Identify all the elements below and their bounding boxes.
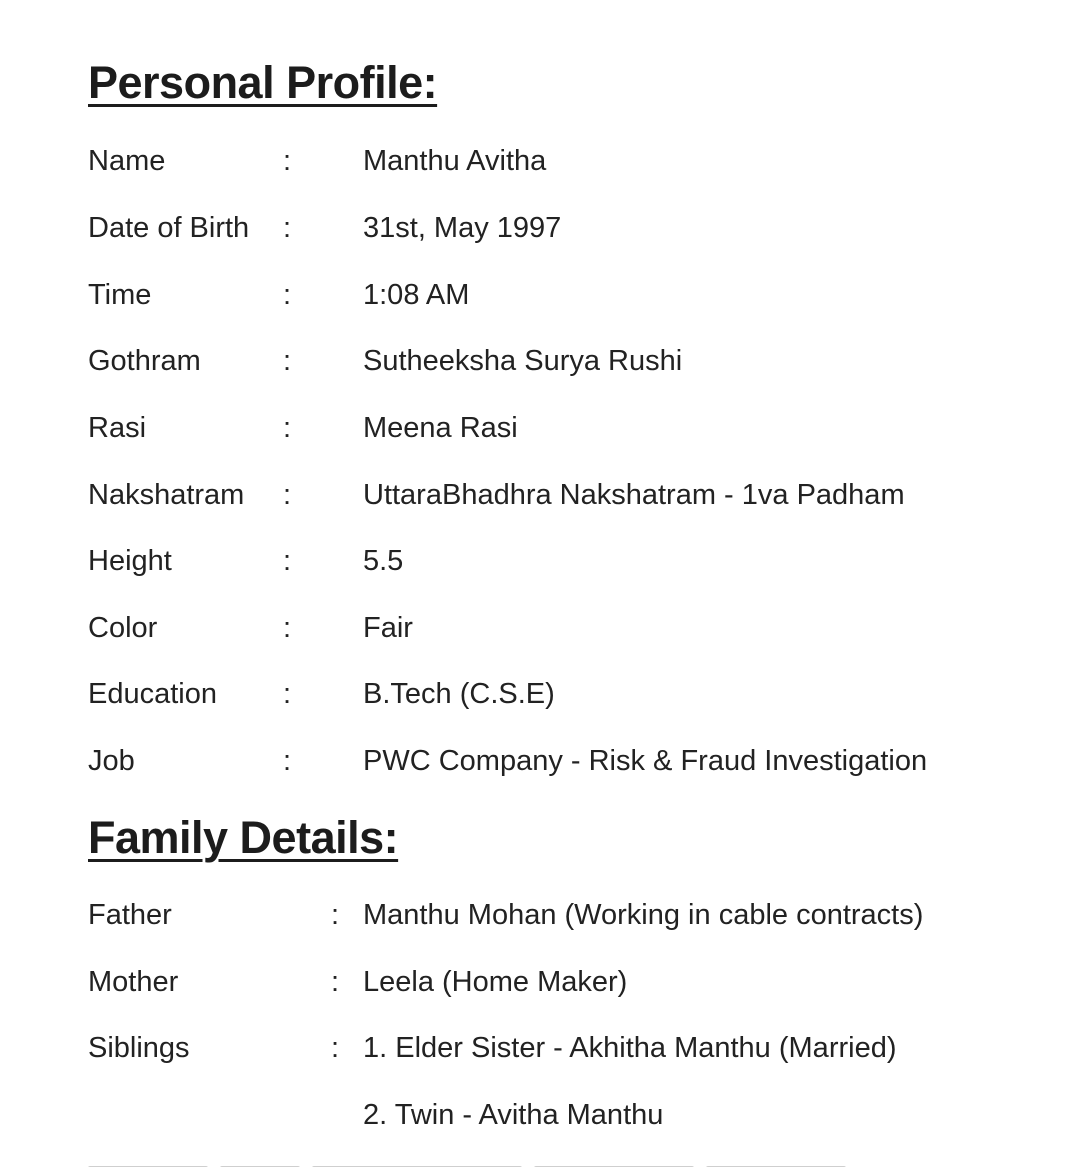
profile-value: Meena Rasi [363, 412, 518, 444]
profile-separator: : [283, 678, 292, 710]
personal-profile-heading: Personal Profile: [88, 57, 438, 108]
cut-off-next-row [88, 1160, 948, 1167]
family-separator: : [331, 1032, 340, 1064]
profile-label: Name [88, 145, 166, 177]
family-value: Manthu Mohan (Working in cable contracts) [363, 899, 924, 931]
profile-label: Date of Birth [88, 212, 250, 244]
family-value: 1. Elder Sister - Akhitha Manthu (Married) [363, 1032, 897, 1064]
profile-value: 5.5 [363, 545, 404, 577]
profile-separator: : [283, 745, 292, 777]
profile-label: Rasi [88, 412, 147, 444]
profile-separator: : [283, 279, 292, 311]
family-value: Leela (Home Maker) [363, 966, 628, 998]
profile-value: UttaraBhadhra Nakshatram - 1va Padham [363, 479, 905, 511]
profile-separator: : [283, 345, 292, 377]
family-separator: : [331, 899, 340, 931]
profile-label: Time [88, 279, 152, 311]
profile-separator: : [283, 545, 292, 577]
family-label: Siblings [88, 1032, 190, 1064]
profile-value: 1:08 AM [363, 279, 470, 311]
profile-label: Nakshatram [88, 479, 245, 511]
profile-value: Fair [363, 612, 413, 644]
profile-separator: : [283, 145, 292, 177]
profile-label: Job [88, 745, 135, 777]
profile-separator: : [283, 212, 292, 244]
family-label: Mother [88, 966, 179, 998]
profile-value: PWC Company - Risk & Fraud Investigation [363, 745, 928, 777]
profile-separator: : [283, 412, 292, 444]
profile-label: Height [88, 545, 172, 577]
profile-value: Sutheeksha Surya Rushi [363, 345, 683, 377]
family-separator: : [331, 966, 340, 998]
profile-separator: : [283, 479, 292, 511]
profile-label: Color [88, 612, 158, 644]
profile-label: Gothram [88, 345, 201, 377]
profile-value: 31st, May 1997 [363, 212, 562, 244]
profile-label: Education [88, 678, 217, 710]
family-details-heading: Family Details: [88, 812, 399, 863]
profile-value: B.Tech (C.S.E) [363, 678, 555, 710]
profile-separator: : [283, 612, 292, 644]
family-value: 2. Twin - Avitha Manthu [363, 1099, 664, 1131]
profile-value: Manthu Avitha [363, 145, 547, 177]
family-label: Father [88, 899, 172, 931]
